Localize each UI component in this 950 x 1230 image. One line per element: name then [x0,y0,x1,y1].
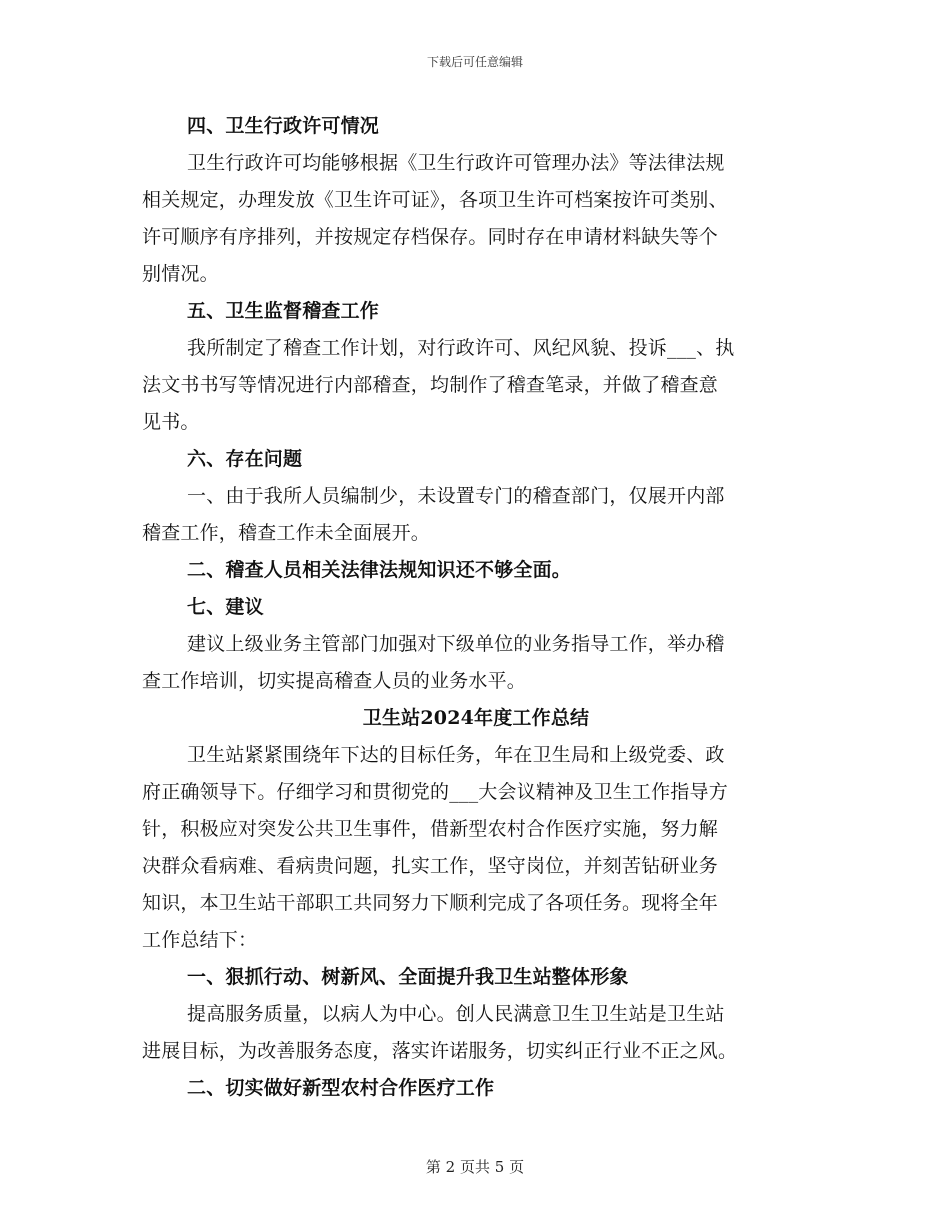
paragraph-line: 卫生站紧紧围绕年下达的目标任务，年在卫生局和上级党委、政 [187,744,725,766]
paragraph-line: 工作总结下： [142,929,258,951]
paragraph-line: 稽查工作，稽查工作未全面展开。 [142,522,431,544]
paragraph-line: 相关规定，办理发放《卫生许可证》，各项卫生许可档案按许可类别、 [142,189,728,211]
section-heading: 二、切实做好新型农村合作医疗工作 [187,1077,495,1099]
paragraph-line: 建议上级业务主管部门加强对下级单位的业务指导工作，举办稽 [187,633,725,655]
paragraph-line: 知识，本卫生站干部职工共同努力下顺利完成了各项任务。现将全年 [142,892,719,914]
paragraph-line: 决群众看病难、看病贵问题，扎实工作，坚守岗位，并刻苦钻研业务 [142,855,719,877]
paragraph-line: 许可顺序有序排列，并按规定存档保存。同时存在申请材料缺失等个 [142,226,719,248]
paragraph-line: 卫生行政许可均能够根据《卫生行政许可管理办法》等法律法规 [187,152,725,174]
paragraph-line: 我所制定了稽查工作计划，对行政许可、风纪风貌、投诉___、执 [187,337,735,359]
paragraph-line: 提高服务质量，以病人为中心。创人民满意卫生卫生站是卫生站 [187,1003,725,1025]
paragraph-line: 别情况。 [142,263,219,285]
section-heading: 六、存在问题 [187,448,303,470]
section-heading: 卫生站2024年度工作总结 [362,707,590,729]
page-number-footer: 第 2 页共 5 页 [425,1158,525,1176]
section-heading: 五、卫生监督稽查工作 [187,300,380,322]
section-heading: 七、建议 [187,596,264,618]
page-header: 下载后可任意编辑 [426,55,523,69]
paragraph-line: 针，积极应对突发公共卫生事件，借新型农村合作医疗实施，努力解 [142,818,719,840]
paragraph-line: 一、由于我所人员编制少，未设置专门的稽查部门，仅展开内部 [187,485,725,507]
paragraph-line: 府正确领导下。仔细学习和贯彻党的___大会议精神及卫生工作指导方 [142,781,728,803]
document-body [142,108,810,1107]
paragraph-line: 查工作培训，切实提高稽查人员的业务水平。 [142,670,527,692]
section-heading: 一、狠抓行动、树新风、全面提升我卫生站整体形象 [187,966,629,988]
section-heading: 四、卫生行政许可情况 [187,115,380,137]
paragraph-line: 法文书书写等情况进行内部稽查，均制作了稽查笔录，并做了稽查意 [142,374,719,396]
paragraph-line: 进展目标，为改善服务态度，落实许诺服务，切实纠正行业不正之风。 [142,1040,738,1062]
section-heading: 二、稽查人员相关法律法规知识还不够全面。 [187,559,572,581]
paragraph-line: 见书。 [142,411,200,433]
